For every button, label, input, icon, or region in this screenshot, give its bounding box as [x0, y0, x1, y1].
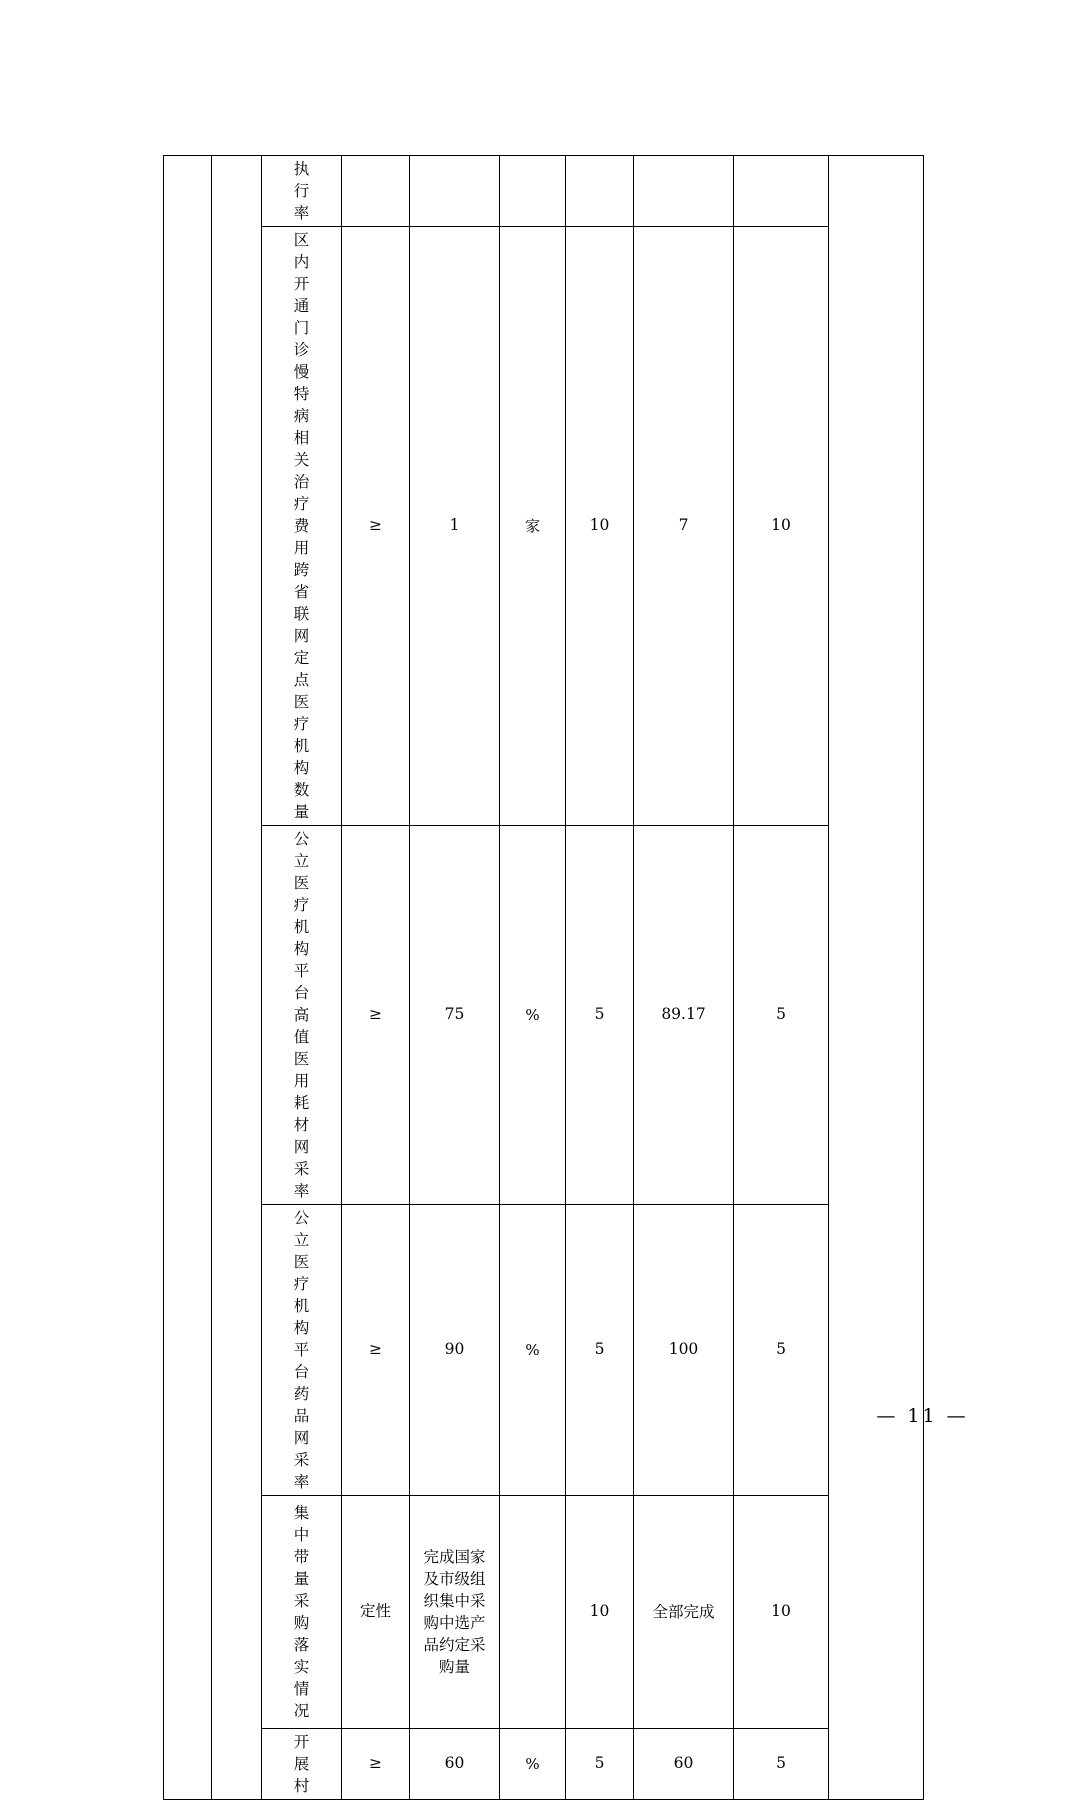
table-cell-actual: 60: [634, 1729, 734, 1800]
table-row: [164, 1729, 924, 1800]
table-cell-score: 5: [734, 1205, 829, 1496]
table-cell-target: 75: [410, 826, 500, 1205]
performance-indicator-table-wrapper: [163, 155, 923, 1800]
table-cell-actual: 89.17: [634, 826, 734, 1205]
table-cell-weight: [566, 156, 634, 227]
table-cell-unit: %: [500, 1729, 566, 1800]
table-cell-weight: 10: [566, 1496, 634, 1729]
table-cell-category-merged: [164, 156, 212, 1800]
table-cell-symbol: [342, 156, 410, 227]
table-cell-unit: %: [500, 1205, 566, 1496]
table-cell-indicator-name: 公立医疗机构平台药品网采率: [262, 1205, 342, 1496]
table-cell-indicator-name: 开展村: [262, 1729, 342, 1800]
table-cell-score: 10: [734, 1496, 829, 1729]
table-cell-target: 1: [410, 227, 500, 826]
table-cell-subcategory-merged: [212, 156, 262, 1800]
table-cell-symbol: 定性: [342, 1496, 410, 1729]
table-row: [164, 1496, 924, 1729]
table-cell-symbol: ≥: [342, 826, 410, 1205]
table-cell-note-merged: [829, 156, 924, 1800]
page-number: — 11 —: [876, 1405, 969, 1427]
table-cell-score: [734, 156, 829, 227]
table-cell-symbol: ≥: [342, 227, 410, 826]
table-cell-unit: [500, 1496, 566, 1729]
performance-indicator-table: [163, 155, 924, 1800]
table-cell-actual: 全部完成: [634, 1496, 734, 1729]
table-row: [164, 826, 924, 1205]
table-cell-score: 10: [734, 227, 829, 826]
table-cell-symbol: ≥: [342, 1205, 410, 1496]
table-cell-weight: 5: [566, 1205, 634, 1496]
table-cell-indicator-name: 区内开通门诊慢特病相关治疗费用跨省联网定点医疗机构数量: [262, 227, 342, 826]
table-row: [164, 1205, 924, 1496]
table-cell-unit: 家: [500, 227, 566, 826]
table-cell-weight: 10: [566, 227, 634, 826]
table-cell-symbol: ≥: [342, 1729, 410, 1800]
table-cell-target: 60: [410, 1729, 500, 1800]
table-cell-weight: 5: [566, 1729, 634, 1800]
table-cell-target: 完成国家及市级组织集中采购中选产品约定采购量: [410, 1496, 500, 1729]
table-cell-weight: 5: [566, 826, 634, 1205]
table-cell-target: 90: [410, 1205, 500, 1496]
table-cell-indicator-name: 集中带量采购落实情况: [262, 1496, 342, 1729]
table-row: [164, 156, 924, 227]
table-row: [164, 227, 924, 826]
table-cell-indicator-name: 公立医疗机构平台高值医用耗材网采率: [262, 826, 342, 1205]
table-cell-actual: 7: [634, 227, 734, 826]
table-cell-actual: 100: [634, 1205, 734, 1496]
table-cell-actual: [634, 156, 734, 227]
table-cell-score: 5: [734, 1729, 829, 1800]
table-cell-indicator-name: 执行率: [262, 156, 342, 227]
table-cell-target: [410, 156, 500, 227]
table-cell-unit: [500, 156, 566, 227]
table-cell-unit: %: [500, 826, 566, 1205]
table-cell-score: 5: [734, 826, 829, 1205]
